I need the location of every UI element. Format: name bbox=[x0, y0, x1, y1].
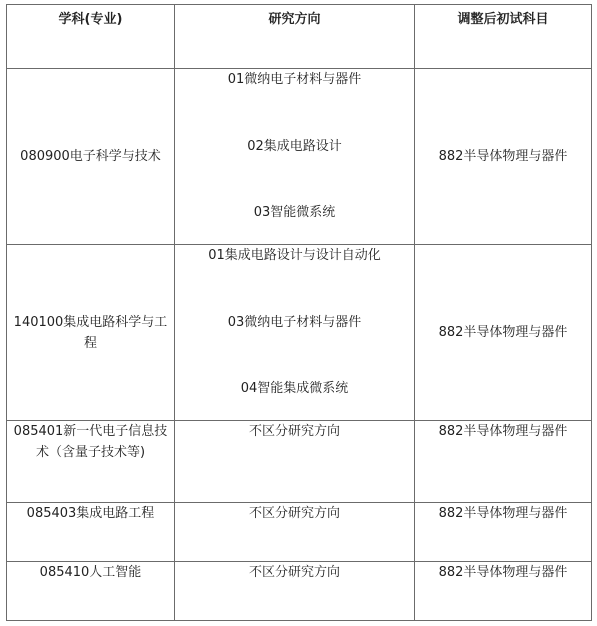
direction-cell: 不区分研究方向 bbox=[175, 421, 415, 503]
direction-item: 02集成电路设计 bbox=[247, 138, 342, 154]
direction-item: 04智能集成微系统 bbox=[240, 381, 349, 396]
table-row bbox=[7, 245, 592, 421]
subject-cell: 080900电子科学与技术 bbox=[7, 69, 175, 245]
exam-cell: 882半导体物理与器件 bbox=[415, 421, 592, 503]
subject-cell: 085410人工智能 bbox=[7, 562, 175, 621]
direction-cell bbox=[175, 245, 415, 421]
table-row bbox=[7, 503, 592, 562]
direction-item: 01集成电路设计与设计自动化 bbox=[208, 248, 381, 263]
direction-item: 03微纳电子材料与器件 bbox=[227, 314, 362, 330]
direction-cell bbox=[175, 69, 415, 245]
subject-cell: 085401新一代电子信息技术（含量子技术等) bbox=[7, 421, 175, 503]
direction-cell: 不区分研究方向 bbox=[175, 562, 415, 621]
subject-cell: 085403集成电路工程 bbox=[7, 503, 175, 562]
table-row bbox=[7, 562, 592, 621]
exam-subject-table bbox=[6, 4, 592, 621]
header-direction: 研究方向 bbox=[175, 5, 415, 69]
direction-item: 01微纳电子材料与器件 bbox=[227, 72, 362, 87]
direction-cell: 不区分研究方向 bbox=[175, 503, 415, 562]
header-exam: 调整后初试科目 bbox=[415, 5, 592, 69]
subject-cell: 140100集成电路科学与工程 bbox=[7, 245, 175, 421]
exam-cell: 882半导体物理与器件 bbox=[415, 562, 592, 621]
table-header-row bbox=[7, 5, 592, 69]
exam-cell: 882半导体物理与器件 bbox=[415, 503, 592, 562]
header-subject: 学科(专业) bbox=[7, 5, 175, 69]
exam-cell: 882半导体物理与器件 bbox=[415, 69, 592, 245]
direction-item: 03智能微系统 bbox=[253, 205, 336, 220]
table-row bbox=[7, 421, 592, 503]
table-row bbox=[7, 69, 592, 245]
exam-cell: 882半导体物理与器件 bbox=[415, 245, 592, 421]
